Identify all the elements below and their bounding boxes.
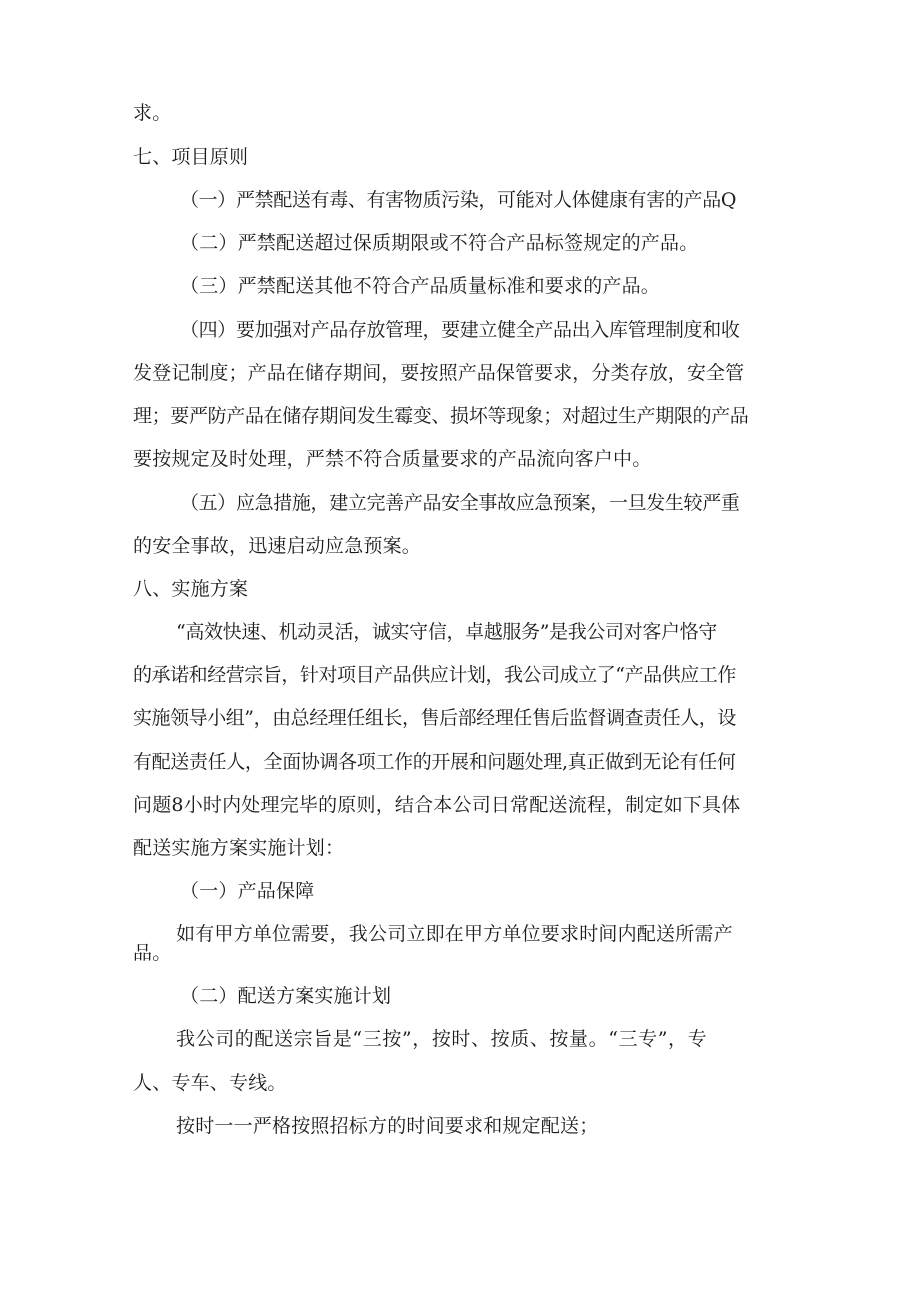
paragraph-line: 发登记制度；产品在储存期间，要按照产品保管要求，分类存放，安全管 [133,362,745,384]
paragraph-line: 如有甲方单位需要，我公司立即在甲方单位要求时间内配送所需产 [176,923,733,945]
paragraph-line: （三）严禁配送其他不符合产品质量标准和要求的产品。 [180,275,661,297]
paragraph-line: 有配送责任人，全面协调各项工作的开展和问题处理,真正做到无论有任何 [133,751,736,773]
subsection-heading: （一）产品保障 [180,880,315,902]
section-heading-seven: 七、项目原则 [133,146,249,168]
paragraph-line: 人、专车、专线。 [133,1072,287,1094]
paragraph-line: 配送实施方案实施计划： [133,837,345,859]
paragraph-line: （二）严禁配送超过保质期限或不符合产品标签规定的产品。 [180,232,699,254]
paragraph-line: 按时一一严格按照招标方的时间要求和规定配送； [176,1115,599,1137]
paragraph-line: 求。 [133,102,172,124]
subsection-heading: （二）配送方案实施计划 [180,985,392,1007]
paragraph-line: 的安全事故，迅速启动应急预案。 [133,535,422,557]
paragraph-line: “高效快速、机动灵活，诚实守信，卓越服务”是我公司对客户恪守 [176,621,717,643]
section-heading-eight: 八、实施方案 [133,578,249,600]
paragraph-line: 品。 [133,942,172,964]
paragraph-line: 问题8小时内处理完毕的原则，结合本公司日常配送流程，制定如下具体 [133,794,741,816]
paragraph-line: 的承诺和经营宗旨，针对项目产品供应计划，我公司成立了“产品供应工作 [133,664,736,686]
paragraph-line: （四）要加强对产品存放管理，要建立健全产品出入库管理制度和收 [180,319,740,341]
paragraph-line: 理；要严防产品在储存期间发生霉变、损坏等现象；对超过生产期限的产品 [133,405,749,427]
paragraph-line: 要按规定及时处理，严禁不符合质量要求的产品流向客户中。 [133,448,652,470]
paragraph-line: 实施领导小组”，由总经理任组长，售后部经理任售后监督调查责任人，设 [133,707,736,729]
paragraph-line: 我公司的配送宗旨是“三按”，按时、按质、按量。“三专”，专 [176,1028,708,1050]
paragraph-line: （一）严禁配送有毒、有害物质污染，可能对人体健康有害的产品Q [180,189,737,211]
paragraph-line: （五）应急措施，建立完善产品安全事故应急预案，一旦发生较严重 [180,492,740,514]
